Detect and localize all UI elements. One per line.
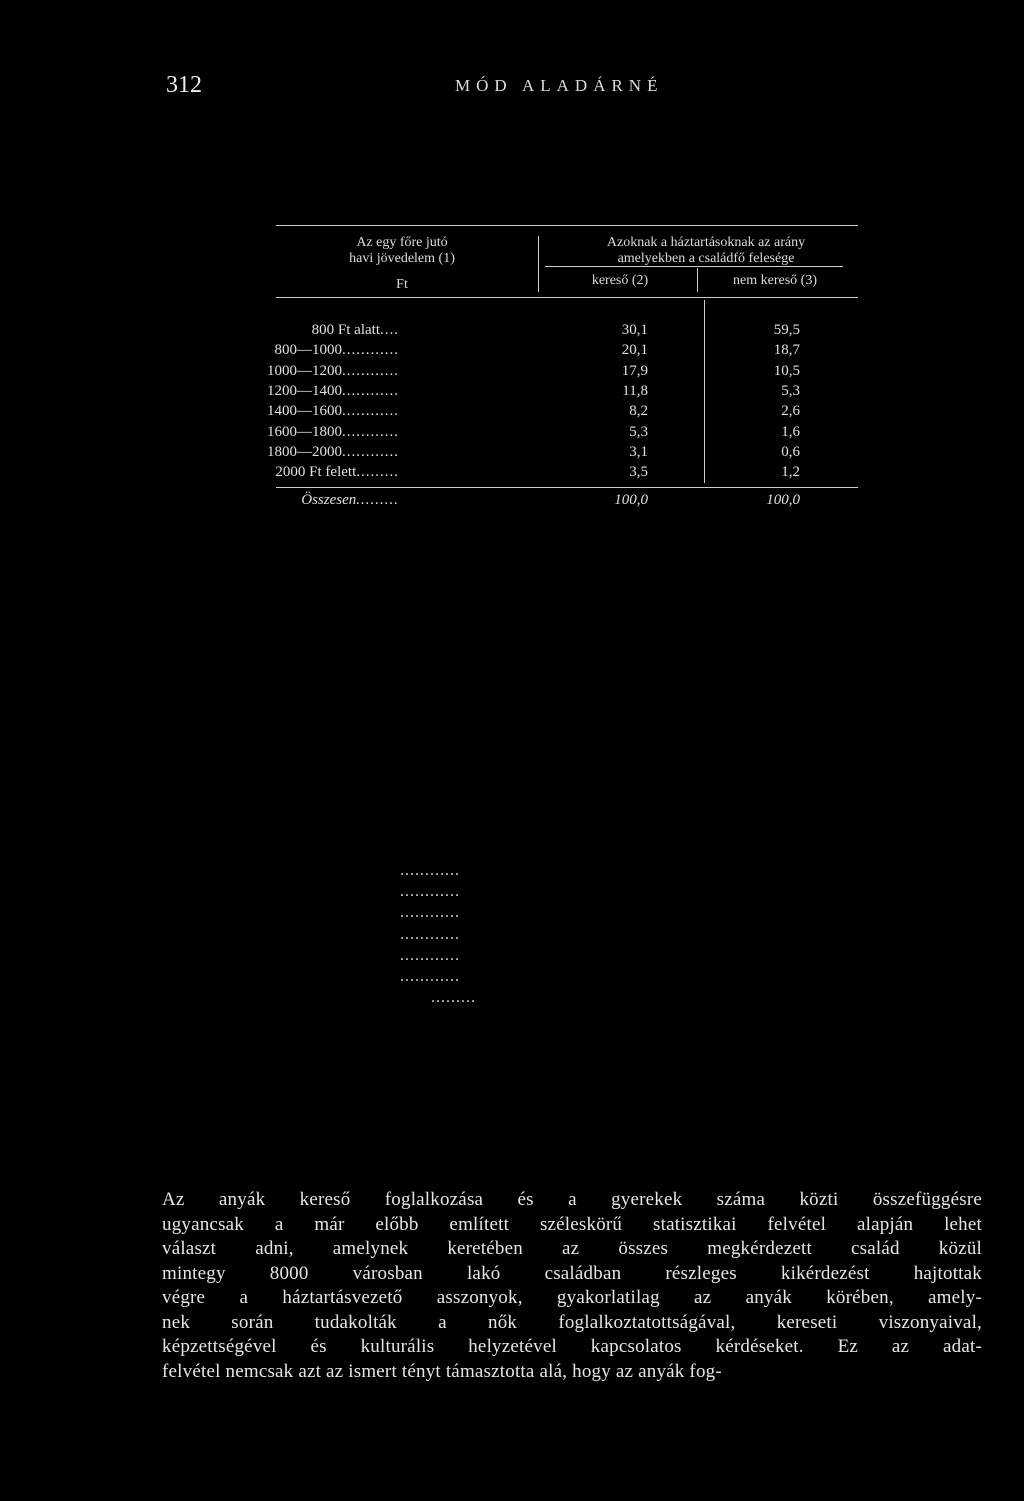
row-value-nem-kereso: 18,7 [773,342,800,359]
row-leader-dots: ............ [342,342,399,359]
col-group-header-line2: amelyekben a családfő felesége [617,251,795,266]
leader-dots-line: ............ [400,968,460,985]
row-value-nem-kereso: 1,2 [781,464,800,481]
total-label [301,492,399,509]
row-value-kereso: 8,2 [629,403,648,420]
row-label-text: 800 Ft alatt [311,322,380,338]
row-label-text: 1600—1800 [267,423,342,440]
col1-header [282,235,522,293]
body-paragraph [162,1188,982,1384]
row-leader-dots: ............ [342,362,399,379]
row-label [267,444,399,461]
leader-dots-line: ............ [400,904,460,922]
row-value-kereso: 3,5 [629,464,648,481]
row-value-nem-kereso: 10,5 [773,362,800,379]
paragraph-line: Az anyák kereső foglalkozása és a gyerekek száma közti összefüggésre [162,1189,982,1210]
total-row [270,492,810,513]
paragraph-line: választ adni, amelynek keretében az összes megkérdezett család közül [162,1238,982,1259]
paragraph-line: nek során tudakolták a nők foglalkoztatottságával, kereseti viszonyaival, [162,1311,982,1333]
table-row [267,403,810,424]
row-label [267,363,399,380]
page-number: 312 [166,72,202,98]
leader-dots-line: ............ [400,862,460,879]
table-row [267,443,810,465]
col1-header-unit: Ft [396,277,408,292]
row-label-text: 1000—1200 [267,362,342,379]
row-leader-dots: ......... [356,464,399,481]
row-value-nem-kereso: 0,6 [781,443,800,460]
paragraph-line: felvétel nemcsak azt az ismert tényt támasztotta alá, hogy az anyák fog- [162,1360,722,1382]
row-value-nem-kereso: 59,5 [773,322,800,338]
leader-dots-line: ............ [400,946,460,964]
row-label [267,383,399,400]
row-leader-dots: ............ [342,382,399,399]
running-head: MÓD ALADÁRNÉ [455,76,664,95]
row-value-kereso: 3,1 [629,443,648,460]
row-label-text: 800—1000 [274,342,342,359]
row-label [275,342,400,359]
leader-dots-line: ......... [431,989,476,1007]
col-group-header-line1: Azoknak a háztartásoknak az arány [606,235,806,250]
row-leader-dots: .... [380,322,399,338]
table-row [270,342,810,363]
row-label [312,322,399,339]
row-label [267,403,399,420]
paragraph-line: végre a háztartásvezető asszonyok, gyakorlatilag az anyák körében, amely- [162,1287,982,1308]
total-label-text: Összesen [301,492,357,508]
row-label-text: 1200—1400 [267,382,342,399]
row-label-text: 1400—1600 [267,403,342,420]
table-row [270,322,810,343]
row-label [275,464,399,481]
table-row [267,423,810,445]
table-row [270,464,810,485]
col-group-header [545,235,867,267]
leader-dots-line: ............ [400,883,460,901]
row-value-kereso: 30,1 [621,322,648,338]
total-value-nem-kereso: 100,0 [766,492,800,508]
row-value-kereso: 20,1 [621,342,648,359]
row-value-kereso: 5,3 [629,423,648,440]
row-label [267,424,399,441]
row-leader-dots: ............ [342,423,399,440]
col3-header: nem kereső (3) [733,273,817,288]
table-row [267,382,810,404]
table-row [267,362,810,384]
header-bottom-rule [276,297,858,298]
col-separator-left [538,236,539,292]
row-value-kereso: 17,9 [621,362,648,379]
row-value-kereso: 11,8 [622,382,648,399]
col-group-underline [545,266,843,267]
paragraph-line: képzettségével és kulturális helyzetével kapcsolatos kérdéseket. Ez az adat- [162,1336,982,1357]
row-value-nem-kereso: 2,6 [781,403,800,420]
col2-header: kereső (2) [591,273,649,288]
col-separator-mid [697,268,698,292]
row-label-text: 1800—2000 [267,443,342,460]
row-label-text: 2000 Ft felett [275,464,357,481]
paragraph-line: mintegy 8000 városban lakó családban részleges kikérdezést hajtottak [162,1262,982,1284]
row-value-nem-kereso: 5,3 [781,382,800,399]
paragraph-line: ugyancsak a már előbb említett széleskörű statisztikai felvétel alapján lehet [162,1213,982,1235]
table-bottom-rule [276,487,858,488]
leader-dots-line: ............ [400,925,460,943]
row-value-nem-kereso: 1,6 [781,423,800,440]
col1-header-line1: Az egy főre jutó [356,235,448,250]
total-value-kereso: 100,0 [614,492,648,508]
row-leader-dots: ............ [342,403,399,420]
table-top-rule [276,225,858,226]
row-leader-dots: ............ [342,443,399,460]
total-leader-dots: ......... [356,492,399,508]
col1-header-line2: havi jövedelem (1) [349,251,455,266]
